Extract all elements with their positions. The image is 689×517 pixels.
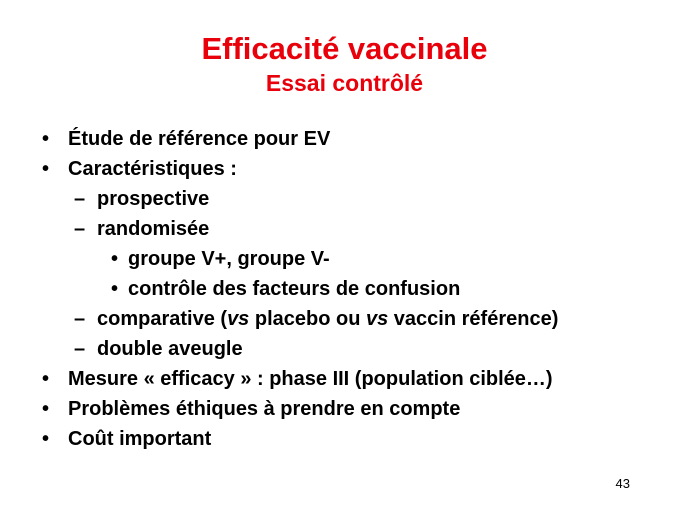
italic-vs: vs <box>227 308 250 330</box>
bullet-marker: • <box>42 158 50 180</box>
bullet-marker: • <box>42 428 50 450</box>
list-item-text: Problèmes éthiques à prendre en compte <box>68 398 461 420</box>
list-item-text: Caractéristiques : <box>68 158 237 180</box>
list-item-text: groupe V+, groupe V- <box>128 248 330 270</box>
list-item-text: prospective <box>97 188 210 210</box>
list-item-text <box>97 304 558 334</box>
slide-subtitle: Essai contrôlé <box>265 70 424 96</box>
bullet-marker: • <box>42 128 50 150</box>
bullet-marker: • <box>111 278 119 300</box>
text-segment: comparative ( <box>97 308 228 330</box>
list-item-text: double aveugle <box>97 338 243 360</box>
italic-vs: vs <box>366 308 389 330</box>
text-segment: vaccin référence) <box>388 308 559 330</box>
list-item-text: Étude de référence pour EV <box>68 128 331 150</box>
bullet-marker: • <box>42 398 50 420</box>
bullet-marker: • <box>42 368 50 390</box>
title-block <box>0 30 689 98</box>
bullet-marker: • <box>111 248 119 270</box>
list-item-text: contrôle des facteurs de confusion <box>128 278 461 300</box>
list-item-text: randomisée <box>97 218 210 240</box>
text-segment: placebo ou <box>249 308 366 330</box>
dash-marker: – <box>74 218 86 240</box>
dash-marker: – <box>74 308 86 330</box>
page-number: 43 <box>615 476 630 491</box>
list-item-text: Coût important <box>68 428 212 450</box>
slide-title: Efficacité vaccinale <box>201 31 488 66</box>
list-item-text: Mesure « efficacy » : phase III (population ciblée…) <box>68 368 553 390</box>
dash-marker: – <box>74 188 86 210</box>
dash-marker: – <box>74 338 86 360</box>
